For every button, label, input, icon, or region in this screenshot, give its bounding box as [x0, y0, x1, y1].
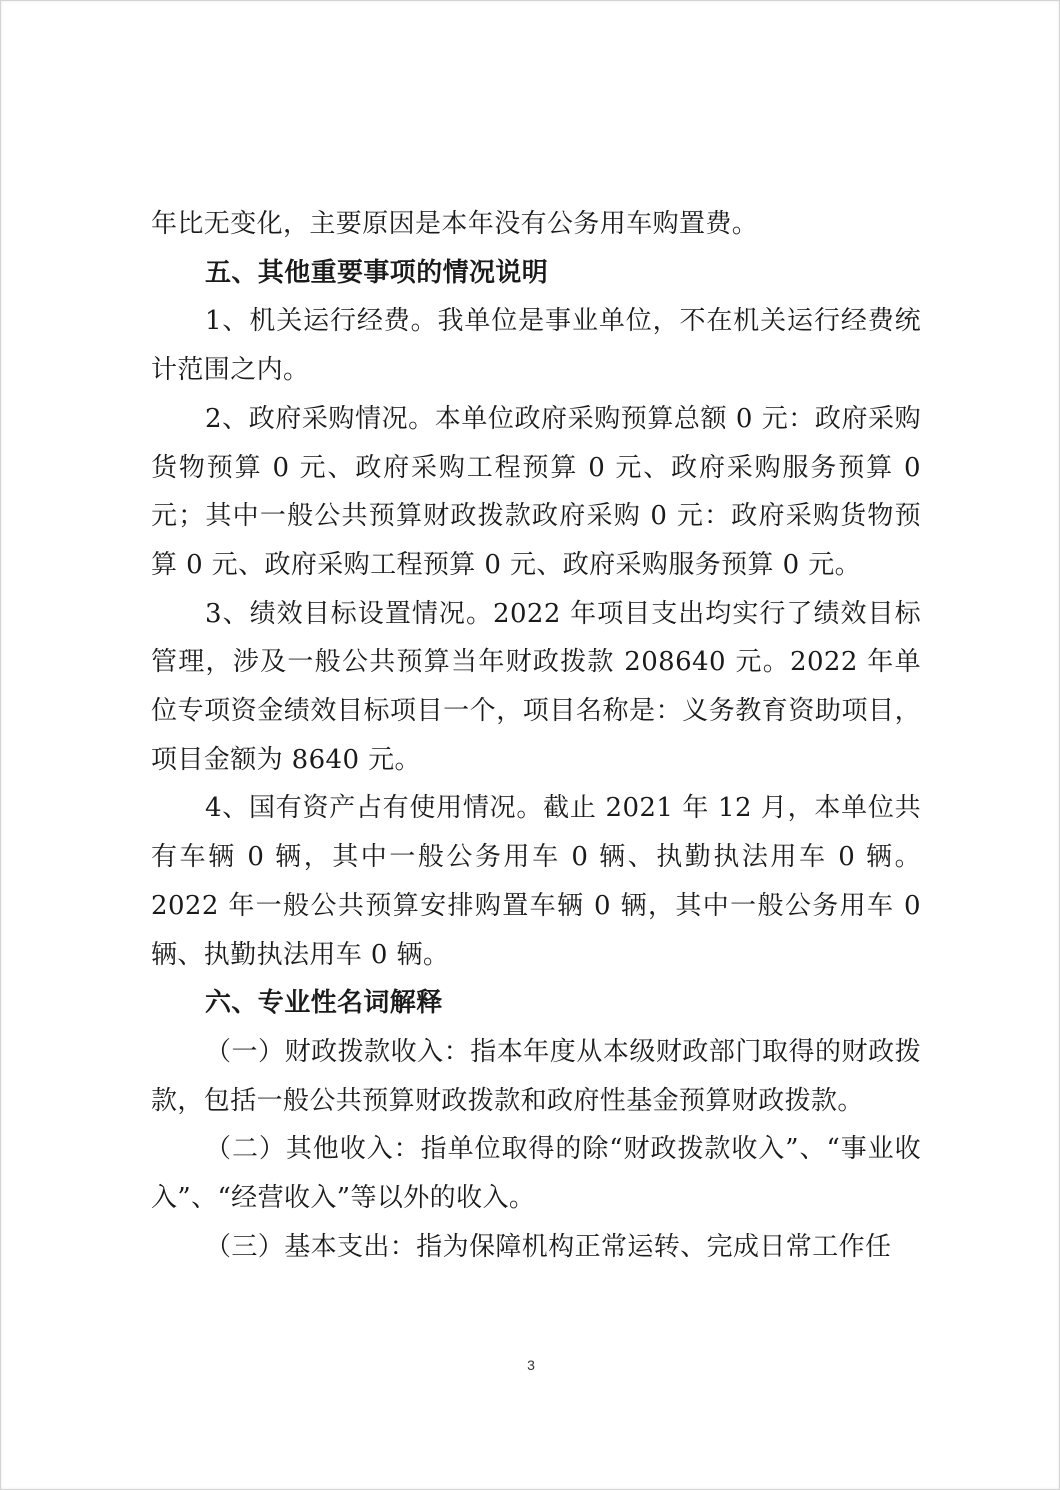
paragraph-state-assets: 4、国有资产占有使用情况。截止 2021 年 12 月，本单位共有车辆 0 辆，其中一般公务用车 0 辆、执勤执法用车 0 辆。2022 年一般公共预算安排购置车辆 0 辆，其中一般公务用车 0 辆、执勤执法用车 0 辆。	[151, 793, 921, 970]
page-number: 3	[527, 1357, 535, 1373]
section-heading-six: 六、专业性名词解释	[205, 988, 443, 1019]
section-heading-five: 五、其他重要事项的情况说明	[205, 257, 549, 288]
paragraph-continuation: 年比无变化，主要原因是本年没有公务用车购置费。	[151, 209, 759, 239]
paragraph-other-income: （二）其他收入：指单位取得的除“财政拨款收入”、“事业收入”、“经营收入”等以外的收入。	[151, 1134, 921, 1214]
paragraph-operating-funds: 1、机关运行经费。我单位是事业单位，不在机关运行经费统计范围之内。	[151, 306, 921, 386]
paragraph-performance-targets: 3、绩效目标设置情况。2022 年项目支出均实行了绩效目标管理，涉及一般公共预算当年财政拨款 208640 元。2022 年单位专项资金绩效目标项目一个，项目名称是：义务教育资助项目，项目金额为 8640 元。	[151, 598, 921, 775]
paragraph-government-procurement: 2、政府采购情况。本单位政府采购预算总额 0 元：政府采购货物预算 0 元、政府采购工程预算 0 元、政府采购服务预算 0 元；其中一般公共预算财政拨款政府采购 0 元：政府采购货物预算 0 元、政府采购工程预算 0 元、政府采购服务预算 0 元。	[151, 403, 921, 580]
document-body	[151, 200, 921, 1271]
paragraph-basic-expenditure: （三）基本支出：指为保障机构正常运转、完成日常工作任	[205, 1231, 892, 1262]
paragraph-fiscal-appropriation-income: （一）财政拨款收入：指本年度从本级财政部门取得的财政拨款，包括一般公共预算财政拨款和政府性基金预算财政拨款。	[151, 1036, 921, 1116]
